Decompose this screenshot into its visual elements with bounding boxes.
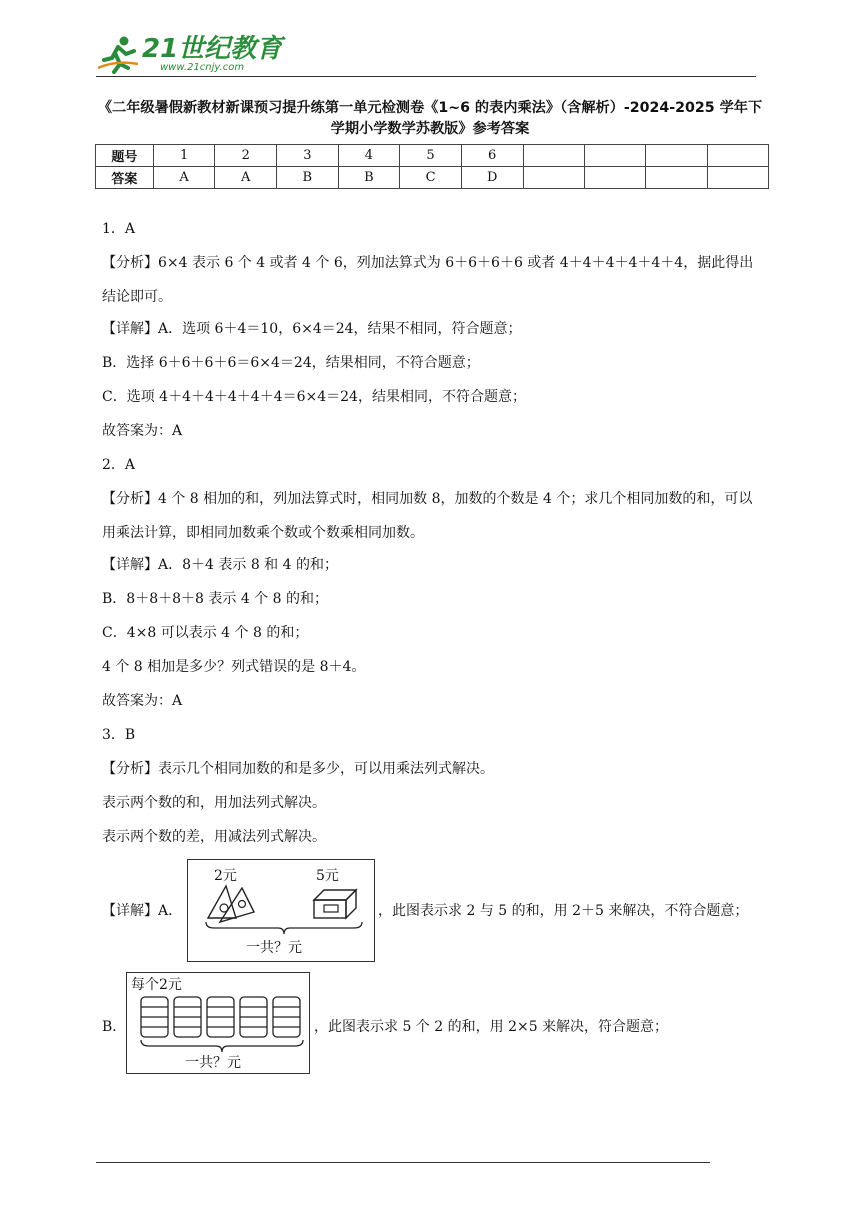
- answer-cell: C: [400, 167, 462, 189]
- table-header-cell: 题号: [96, 145, 154, 167]
- answer-cell: [523, 167, 584, 189]
- set-square-icon: [202, 882, 262, 924]
- brand-name: 21世纪教育: [142, 33, 283, 64]
- detail-line: C．4×8 可以表示 4 个 8 的和；: [102, 625, 309, 641]
- answer-cell: B: [338, 167, 400, 189]
- analysis-line: 表示两个数的和，用加法列式解决。: [102, 795, 326, 811]
- detail-suffix-a: ，此图表示求 2 与 5 的和，用 2＋5 来解决，不符合题意；: [378, 903, 749, 919]
- detail-line: 【详解】A．选项 6＋4＝10，6×4＝24，结果不相同，符合题意；: [102, 321, 522, 337]
- answer-cell: [707, 167, 768, 189]
- answer-heading-q1: 1．A: [102, 221, 136, 237]
- table-header-cell: 答案: [96, 167, 154, 189]
- detail-line: B．选择 6＋6＋6＋6＝6×4＝24，结果相同，不符合题意；: [102, 355, 480, 371]
- answer-cell: A: [215, 167, 277, 189]
- analysis-paragraph: 【分析】4 个 8 相加的和，列加法算式时，相同加数 8，加数的个数是 4 个；求几个相同加数的和，可以用乘法计算，即相同加数乘个数或个数乘相同加数。: [102, 491, 753, 541]
- figure-a-sum: [187, 859, 375, 962]
- brand-logo: [96, 34, 282, 74]
- question-number-cell: [584, 145, 645, 167]
- answer-cell: A: [153, 167, 215, 189]
- question-number-cell: [523, 145, 584, 167]
- table-row-answers: [96, 167, 769, 189]
- price-label: 2元: [214, 868, 237, 884]
- analysis-line: 表示两个数的差，用减法列式解决。: [102, 829, 326, 845]
- page-header: [96, 34, 756, 78]
- runner-logo-icon: [96, 34, 140, 74]
- document-title: 《二年级暑假新教材新课预习提升练第一单元检测卷《1~6 的表内乘法》（含解析）-2024-2025 学年下学期小学数学苏教版》参考答案: [97, 100, 763, 137]
- detail-line: B．8＋8＋8＋8 表示 4 个 8 的和；: [102, 591, 328, 607]
- question-number-cell: 5: [400, 145, 462, 167]
- brace-icon: [204, 920, 364, 936]
- answer-cell: [584, 167, 645, 189]
- question-number-cell: 4: [338, 145, 400, 167]
- conclusion-line: 故答案为：A: [102, 423, 183, 439]
- answer-heading-q2: 2．A: [102, 457, 136, 473]
- price-label: 5元: [316, 868, 339, 884]
- pencil-box-icon: [310, 886, 360, 922]
- total-question-label: 一共？元: [246, 940, 302, 956]
- detail-line: 【详解】A．8＋4 表示 8 和 4 的和；: [102, 557, 338, 573]
- detail-prefix-a: 【详解】A．: [102, 903, 183, 919]
- stacked-cases-icon: [139, 995, 305, 1041]
- figure-b-product: [126, 972, 310, 1074]
- brand-url: www.21cnjy.com: [160, 61, 245, 73]
- brace-icon: [139, 1039, 305, 1053]
- header-divider: [96, 76, 756, 77]
- total-question-label: 一共？元: [185, 1055, 241, 1071]
- detail-line: 4 个 8 相加是多少？列式错误的是 8＋4。: [102, 659, 366, 675]
- question-number-cell: 2: [215, 145, 277, 167]
- footer-divider: [96, 1162, 710, 1163]
- question-number-cell: [646, 145, 707, 167]
- detail-prefix-b: B．: [102, 1019, 127, 1035]
- detail-line: C．选项 4＋4＋4＋4＋4＋4＝6×4＝24，结果相同，不符合题意；: [102, 389, 526, 405]
- analysis-line: 【分析】表示几个相同加数的和是多少，可以用乘法列式解决。: [102, 761, 494, 777]
- unit-price-label: 每个2元: [131, 977, 182, 993]
- answer-heading-q3: 3．B: [102, 727, 136, 743]
- conclusion-line: 故答案为：A: [102, 693, 183, 709]
- solution-body: [102, 218, 762, 860]
- question-number-cell: [707, 145, 768, 167]
- answer-cell: D: [461, 167, 523, 189]
- question-number-cell: 1: [153, 145, 215, 167]
- answer-table: [95, 144, 769, 189]
- question-number-cell: 3: [277, 145, 339, 167]
- analysis-paragraph: 【分析】6×4 表示 6 个 4 或者 4 个 6，列加法算式为 6＋6＋6＋6 或者 4＋4＋4＋4＋4＋4，据此得出结论即可。: [102, 255, 754, 305]
- answer-cell: B: [277, 167, 339, 189]
- answer-cell: [646, 167, 707, 189]
- table-row-numbers: [96, 145, 769, 167]
- detail-suffix-b: ，此图表示求 5 个 2 的和，用 2×5 来解决，符合题意；: [314, 1019, 669, 1035]
- question-number-cell: 6: [461, 145, 523, 167]
